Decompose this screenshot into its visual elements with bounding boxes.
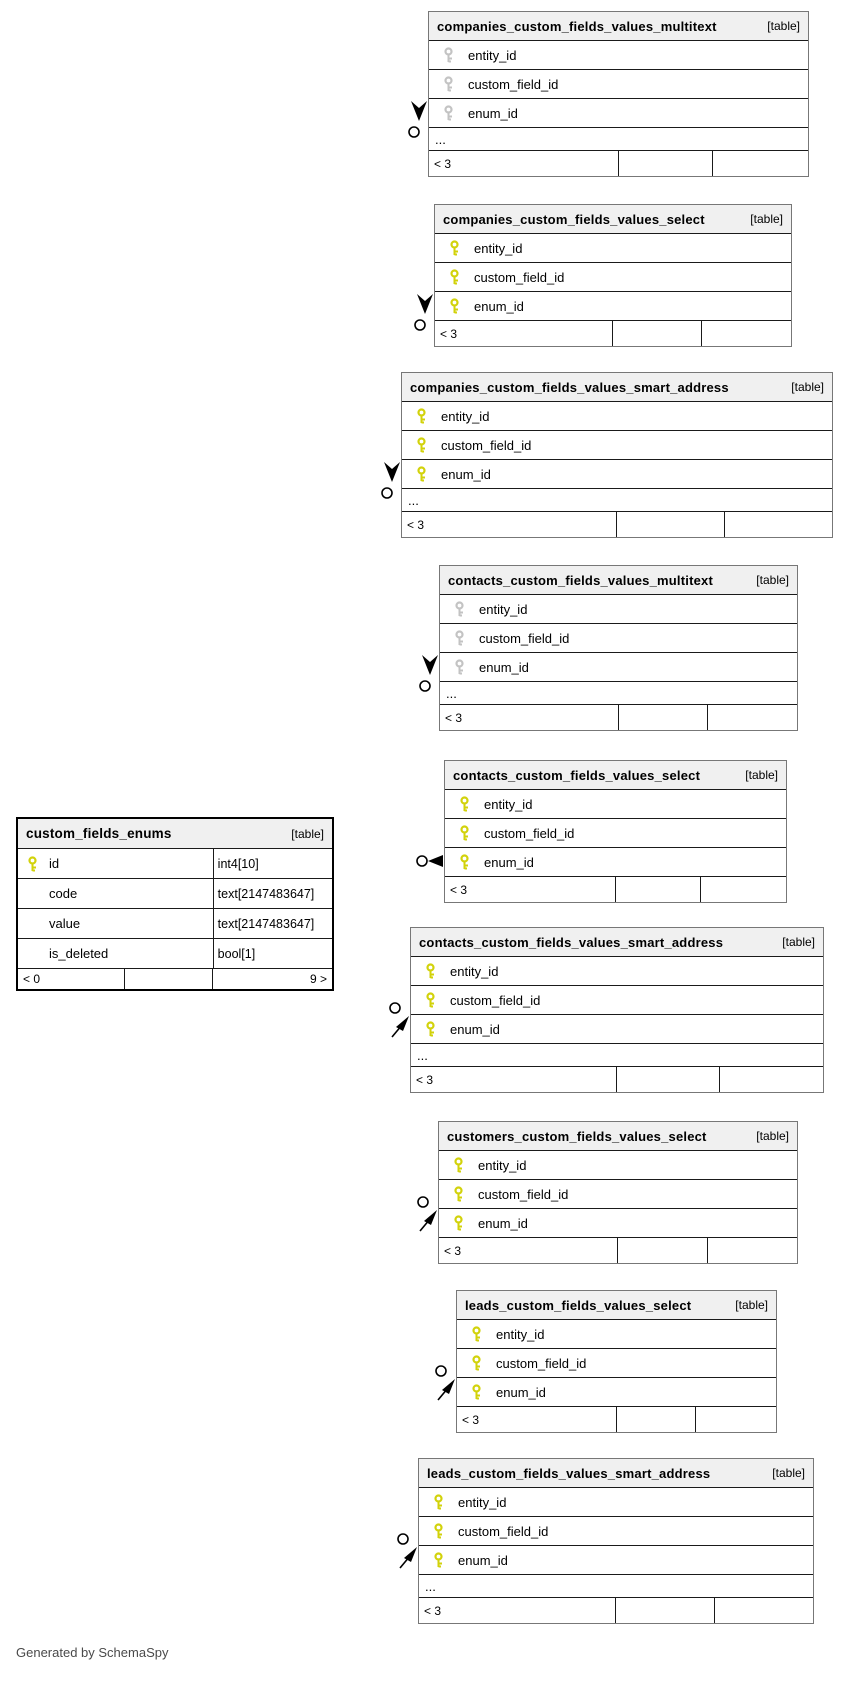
column-name: enum_id bbox=[441, 466, 491, 482]
column-row bbox=[18, 849, 332, 879]
table-header bbox=[402, 373, 832, 402]
key-icon bbox=[452, 1215, 465, 1231]
generated-by-note: Generated by SchemaSpy bbox=[16, 1645, 169, 1660]
table-footer bbox=[439, 1238, 797, 1263]
footer-cell bbox=[125, 969, 213, 989]
table-title[interactable]: leads_custom_fields_values_select bbox=[465, 1297, 692, 1313]
footer-cell: < 3 bbox=[411, 1067, 617, 1092]
column-name: entity_id bbox=[458, 1494, 507, 1510]
column-name: entity_id bbox=[484, 796, 533, 812]
column-row bbox=[439, 1209, 797, 1238]
column-row bbox=[419, 1517, 813, 1546]
column-row bbox=[429, 70, 808, 99]
key-icon bbox=[453, 630, 466, 646]
table-footer bbox=[440, 705, 797, 730]
table-leads-custom-fields-values-smart-address bbox=[418, 1458, 814, 1624]
column-name: entity_id bbox=[474, 240, 523, 256]
column-type: text[2147483647] bbox=[213, 909, 332, 938]
column-type: bool[1] bbox=[213, 939, 332, 968]
table-footer bbox=[445, 877, 786, 902]
table-title[interactable]: companies_custom_fields_values_multitext bbox=[437, 18, 717, 34]
table-title[interactable]: companies_custom_fields_values_select bbox=[443, 211, 705, 227]
footer-cell bbox=[616, 877, 701, 902]
key-icon bbox=[448, 298, 461, 314]
key-icon bbox=[458, 825, 471, 841]
fk-connector-zero-arrow-up bbox=[395, 1532, 421, 1570]
table-contacts-custom-fields-values-smart-address bbox=[410, 927, 824, 1093]
column-row bbox=[445, 819, 786, 848]
table-title[interactable]: contacts_custom_fields_values_multitext bbox=[448, 572, 714, 588]
table-footer bbox=[402, 512, 832, 537]
key-icon bbox=[415, 466, 428, 482]
column-name: enum_id bbox=[450, 1021, 500, 1037]
column-row bbox=[419, 1546, 813, 1575]
fk-connector-arrow-zero bbox=[380, 456, 404, 500]
column-row bbox=[402, 460, 832, 489]
table-footer bbox=[18, 969, 332, 989]
key-icon bbox=[415, 437, 428, 453]
column-row bbox=[18, 879, 332, 909]
column-row bbox=[457, 1349, 776, 1378]
footer-cell bbox=[616, 1598, 715, 1623]
column-row bbox=[439, 1180, 797, 1209]
column-row bbox=[445, 790, 786, 819]
table-header bbox=[411, 928, 823, 957]
footer-cell bbox=[708, 1238, 798, 1263]
fk-connector-arrow-zero bbox=[413, 288, 437, 332]
key-icon bbox=[442, 76, 455, 92]
footer-cell: < 3 bbox=[419, 1598, 616, 1623]
footer-cell: < 3 bbox=[457, 1407, 617, 1432]
table-header bbox=[445, 761, 786, 790]
fk-connector-zero-arrow-up bbox=[415, 1195, 441, 1233]
key-icon bbox=[424, 963, 437, 979]
more-columns-ellipsis: ... bbox=[429, 128, 808, 151]
table-tag: [table] bbox=[782, 935, 815, 949]
key-icon bbox=[470, 1384, 483, 1400]
column-row bbox=[439, 1151, 797, 1180]
footer-cell bbox=[708, 705, 797, 730]
table-companies-custom-fields-values-select bbox=[434, 204, 792, 347]
key-icon bbox=[432, 1552, 445, 1568]
key-icon bbox=[442, 105, 455, 121]
column-name: entity_id bbox=[441, 408, 490, 424]
column-row bbox=[411, 1015, 823, 1044]
table-header bbox=[419, 1459, 813, 1488]
key-icon bbox=[470, 1326, 483, 1342]
column-row bbox=[457, 1320, 776, 1349]
footer-cell bbox=[713, 151, 808, 176]
table-tag: [table] bbox=[791, 380, 824, 394]
column-row bbox=[18, 939, 332, 969]
fk-connector-zero-arrow-up bbox=[387, 1001, 413, 1039]
footer-cell: < 3 bbox=[440, 705, 619, 730]
table-tag: [table] bbox=[756, 1129, 789, 1143]
footer-cell bbox=[618, 1238, 708, 1263]
column-row bbox=[440, 624, 797, 653]
table-footer bbox=[429, 151, 808, 176]
table-footer bbox=[435, 321, 791, 346]
table-tag: [table] bbox=[767, 19, 800, 33]
column-name: is_deleted bbox=[49, 946, 109, 961]
column-row bbox=[435, 263, 791, 292]
footer-cell: 9 > bbox=[309, 972, 327, 986]
column-name: entity_id bbox=[478, 1157, 527, 1173]
column-name: entity_id bbox=[496, 1326, 545, 1342]
key-icon bbox=[453, 659, 466, 675]
key-icon bbox=[453, 601, 466, 617]
column-name: custom_field_id bbox=[468, 76, 559, 92]
table-title[interactable]: contacts_custom_fields_values_select bbox=[453, 767, 701, 783]
fk-connector-zero-arrow-horizontal bbox=[415, 853, 445, 869]
column-row bbox=[440, 595, 797, 624]
column-row bbox=[411, 957, 823, 986]
table-footer bbox=[411, 1067, 823, 1092]
footer-cell bbox=[617, 1407, 697, 1432]
key-icon bbox=[448, 269, 461, 285]
footer-cell bbox=[617, 512, 725, 537]
table-title[interactable]: leads_custom_fields_values_smart_address bbox=[427, 1465, 711, 1481]
column-name: enum_id bbox=[474, 298, 524, 314]
table-header bbox=[439, 1122, 797, 1151]
column-row bbox=[440, 653, 797, 682]
primary-key-icon bbox=[26, 856, 39, 872]
footer-cell bbox=[613, 321, 702, 346]
column-name: enum_id bbox=[479, 659, 529, 675]
column-row bbox=[411, 986, 823, 1015]
column-name: custom_field_id bbox=[441, 437, 532, 453]
column-name: custom_field_id bbox=[484, 825, 575, 841]
column-row bbox=[402, 402, 832, 431]
column-row bbox=[18, 909, 332, 939]
key-icon bbox=[470, 1355, 483, 1371]
footer-cell: < 3 bbox=[439, 1238, 618, 1263]
column-row bbox=[457, 1378, 776, 1407]
key-icon bbox=[432, 1523, 445, 1539]
column-name: custom_field_id bbox=[458, 1523, 549, 1539]
column-name: enum_id bbox=[478, 1215, 528, 1231]
table-footer bbox=[457, 1407, 776, 1432]
table-title[interactable]: customers_custom_fields_values_select bbox=[447, 1128, 707, 1144]
footer-cell bbox=[701, 877, 786, 902]
fk-connector-arrow-zero bbox=[418, 649, 442, 693]
more-columns-ellipsis: ... bbox=[411, 1044, 823, 1067]
table-custom-fields-enums bbox=[16, 817, 334, 991]
column-type: text[2147483647] bbox=[213, 879, 332, 908]
table-header bbox=[457, 1291, 776, 1320]
column-row bbox=[435, 234, 791, 263]
column-row bbox=[429, 99, 808, 128]
key-icon bbox=[424, 1021, 437, 1037]
table-tag: [table] bbox=[772, 1466, 805, 1480]
column-name: enum_id bbox=[468, 105, 518, 121]
footer-cell: < 0 bbox=[18, 969, 125, 989]
column-row bbox=[419, 1488, 813, 1517]
footer-cell bbox=[696, 1407, 776, 1432]
column-name: custom_field_id bbox=[474, 269, 565, 285]
footer-cell bbox=[619, 151, 714, 176]
column-row bbox=[435, 292, 791, 321]
more-columns-ellipsis: ... bbox=[402, 489, 832, 512]
table-title[interactable]: companies_custom_fields_values_smart_address bbox=[410, 379, 729, 395]
key-icon bbox=[415, 408, 428, 424]
column-name: value bbox=[49, 916, 81, 931]
footer-cell: < 3 bbox=[435, 321, 613, 346]
column-row bbox=[445, 848, 786, 877]
column-name: entity_id bbox=[468, 47, 517, 63]
key-icon bbox=[458, 854, 471, 870]
table-contacts-custom-fields-values-multitext bbox=[439, 565, 798, 731]
table-companies-custom-fields-values-smart-address bbox=[401, 372, 833, 538]
table-tag: [table] bbox=[735, 1298, 768, 1312]
more-columns-ellipsis: ... bbox=[419, 1575, 813, 1598]
column-row bbox=[402, 431, 832, 460]
footer-cell: < 3 bbox=[445, 877, 616, 902]
table-header bbox=[18, 819, 332, 849]
column-name: enum_id bbox=[458, 1552, 508, 1568]
table-contacts-custom-fields-values-select bbox=[444, 760, 787, 903]
table-companies-custom-fields-values-multitext bbox=[428, 11, 809, 177]
column-row bbox=[429, 41, 808, 70]
table-title[interactable]: contacts_custom_fields_values_smart_address bbox=[419, 934, 724, 950]
column-name: custom_field_id bbox=[496, 1355, 587, 1371]
key-icon bbox=[432, 1494, 445, 1510]
footer-cell bbox=[702, 321, 791, 346]
footer-cell: < 3 bbox=[402, 512, 617, 537]
footer-cell bbox=[715, 1598, 814, 1623]
column-name: enum_id bbox=[496, 1384, 546, 1400]
footer-cell bbox=[725, 512, 833, 537]
key-icon bbox=[424, 992, 437, 1008]
table-header bbox=[440, 566, 797, 595]
table-title[interactable]: custom_fields_enums bbox=[26, 826, 172, 841]
more-columns-ellipsis: ... bbox=[440, 682, 797, 705]
fk-connector-arrow-zero bbox=[407, 95, 431, 139]
fk-connector-zero-arrow-up bbox=[433, 1364, 459, 1402]
key-icon bbox=[452, 1157, 465, 1173]
table-tag: [table] bbox=[750, 212, 783, 226]
table-customers-custom-fields-values-select bbox=[438, 1121, 798, 1264]
column-name: custom_field_id bbox=[450, 992, 541, 1008]
column-name: entity_id bbox=[450, 963, 499, 979]
table-tag: [table] bbox=[745, 768, 778, 782]
key-icon bbox=[452, 1186, 465, 1202]
column-name: custom_field_id bbox=[479, 630, 570, 646]
table-leads-custom-fields-values-select bbox=[456, 1290, 777, 1433]
column-name: code bbox=[49, 886, 78, 901]
table-footer bbox=[419, 1598, 813, 1623]
table-header bbox=[429, 12, 808, 41]
column-name: id bbox=[49, 856, 60, 871]
table-header bbox=[435, 205, 791, 234]
column-name: custom_field_id bbox=[478, 1186, 569, 1202]
table-tag: [table] bbox=[756, 573, 789, 587]
table-tag: [table] bbox=[291, 826, 324, 841]
key-icon bbox=[442, 47, 455, 63]
column-name: enum_id bbox=[484, 854, 534, 870]
column-name: entity_id bbox=[479, 601, 528, 617]
column-type: int4[10] bbox=[213, 849, 332, 878]
footer-cell bbox=[720, 1067, 823, 1092]
footer-cell bbox=[617, 1067, 720, 1092]
key-icon bbox=[458, 796, 471, 812]
footer-cell bbox=[619, 705, 708, 730]
footer-cell: < 3 bbox=[429, 151, 619, 176]
key-icon bbox=[448, 240, 461, 256]
